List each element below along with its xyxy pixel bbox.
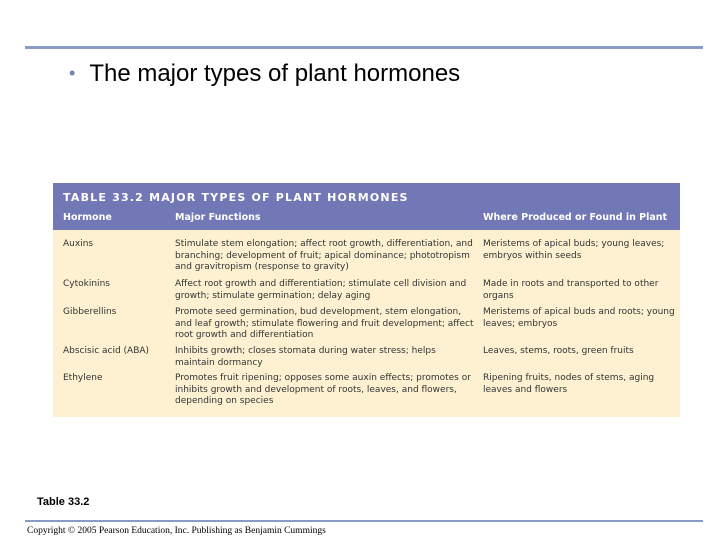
hormone-location: Meristems of apical buds; young leaves; embryos within seeds xyxy=(483,239,665,261)
hormone-functions: Promotes fruit ripening; opposes some auxin effects; promotes or inhibits growth and development of roots, leaves, and flowers, depending on species xyxy=(175,373,471,407)
column-header-hormone: Hormone xyxy=(63,212,112,223)
hormone-name: Abscisic acid (ABA) xyxy=(63,346,150,356)
column-header-functions: Major Functions xyxy=(175,212,261,223)
hormone-functions: Stimulate stem elongation; affect root growth, differentiation, and branching; development of fruit; apical dominance; phototropism and gravitropism (response to gravity) xyxy=(175,239,473,273)
hormone-functions: Promote seed germination, bud development, stem elongation, and leaf growth; stimulate flowering and fruit development; affect root growth and differentiation xyxy=(175,307,474,341)
table-title: TABLE 33.2 MAJOR TYPES OF PLANT HORMONES xyxy=(63,191,409,204)
hormone-location: Leaves, stems, roots, green fruits xyxy=(483,346,634,356)
top-divider xyxy=(25,46,703,49)
hormone-name: Gibberellins xyxy=(63,307,117,317)
hormone-name: Auxins xyxy=(63,239,94,249)
hormone-location: Ripening fruits, nodes of stems, aging leaves and flowers xyxy=(483,373,655,395)
bullet-point xyxy=(69,60,460,88)
hormone-functions: Inhibits growth; closes stomata during water stress; helps maintain dormancy xyxy=(175,346,436,368)
hormone-name: Ethylene xyxy=(63,373,103,383)
hormone-name: Cytokinins xyxy=(63,279,110,289)
table-header xyxy=(53,183,680,230)
copyright-notice: Copyright © 2005 Pearson Education, Inc. Publishing as Benjamin Cummings xyxy=(27,526,326,536)
table-caption: Table 33.2 xyxy=(37,496,90,508)
hormone-location: Meristems of apical buds and roots; young leaves; embryos xyxy=(483,307,675,329)
hormone-location: Made in roots and transported to other organs xyxy=(483,279,659,301)
hormone-table xyxy=(53,183,680,417)
bullet-icon: • xyxy=(69,63,76,83)
bullet-text: The major types of plant hormones xyxy=(89,60,461,87)
bottom-divider xyxy=(25,520,703,522)
hormone-functions: Affect root growth and differentiation; stimulate cell division and growth; stimulate germination; delay aging xyxy=(175,279,467,301)
column-header-location: Where Produced or Found in Plant xyxy=(483,212,668,223)
